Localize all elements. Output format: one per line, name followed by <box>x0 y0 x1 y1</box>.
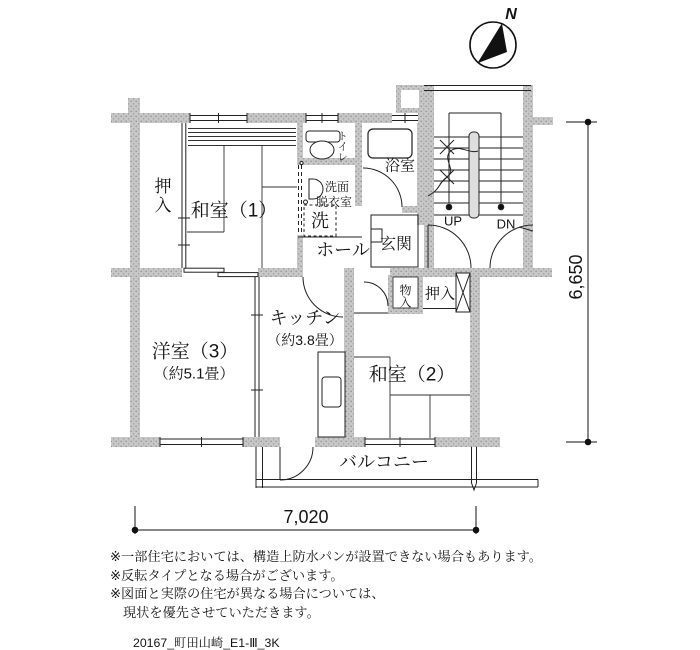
room-label-oshiire-2: 押入 <box>424 285 456 303</box>
room-label-oshiire-1: 押入 <box>151 177 171 215</box>
kitchen-counter <box>318 352 345 437</box>
room-label-kitchen-size: （約3.8畳） <box>267 332 343 348</box>
room-label-washitsu-1: 和室（1） <box>190 200 278 222</box>
room-label-senmen: 洗面 <box>324 180 350 194</box>
footer-plan-code: 20167_町田山崎_E1-Ⅲ_3K <box>133 636 280 650</box>
note-line-1: ※一部住宅においては、構造上防水パンが設置できない場合もあります。 <box>110 549 542 564</box>
dimension-label-horizontal: 7,020 <box>283 507 329 527</box>
dimension-label-vertical: 6,650 <box>566 254 586 300</box>
room-label-toilet: トイレ <box>336 130 349 162</box>
room-label-washer: 洗 <box>311 211 329 231</box>
room-label-datsui: 脱衣室 <box>315 194 353 209</box>
stairs-down-label: DN <box>496 216 516 232</box>
compass-icon <box>470 22 516 68</box>
toilet-fixture <box>306 131 340 159</box>
room-label-bath: 浴室 <box>384 157 416 175</box>
room-label-balcony: バルコニー <box>339 452 429 472</box>
room-label-monoire: 物入 <box>398 284 412 308</box>
room-label-hall: ホール <box>316 240 370 260</box>
compass-n-label: N <box>505 6 517 23</box>
note-line-3: ※図面と実際の住宅が異なる場合については、 <box>110 586 385 601</box>
room-label-yoshitsu-3-size: （約5.1畳） <box>153 365 235 383</box>
note-line-2: ※反転タイプとなる場合がございます。 <box>110 567 344 583</box>
bathtub-icon <box>368 129 412 158</box>
room-label-yoshitsu-3: 洋室（3） <box>151 341 239 363</box>
room-label-kitchen: キッチン <box>269 308 341 328</box>
stairs-up-label: UP <box>443 213 463 229</box>
note-line-4: 現状を優先させていただきます。 <box>123 604 320 620</box>
stairs <box>424 86 533 232</box>
room-label-genkan: 玄関 <box>379 236 413 253</box>
room-label-washitsu-2: 和室（2） <box>368 364 456 386</box>
